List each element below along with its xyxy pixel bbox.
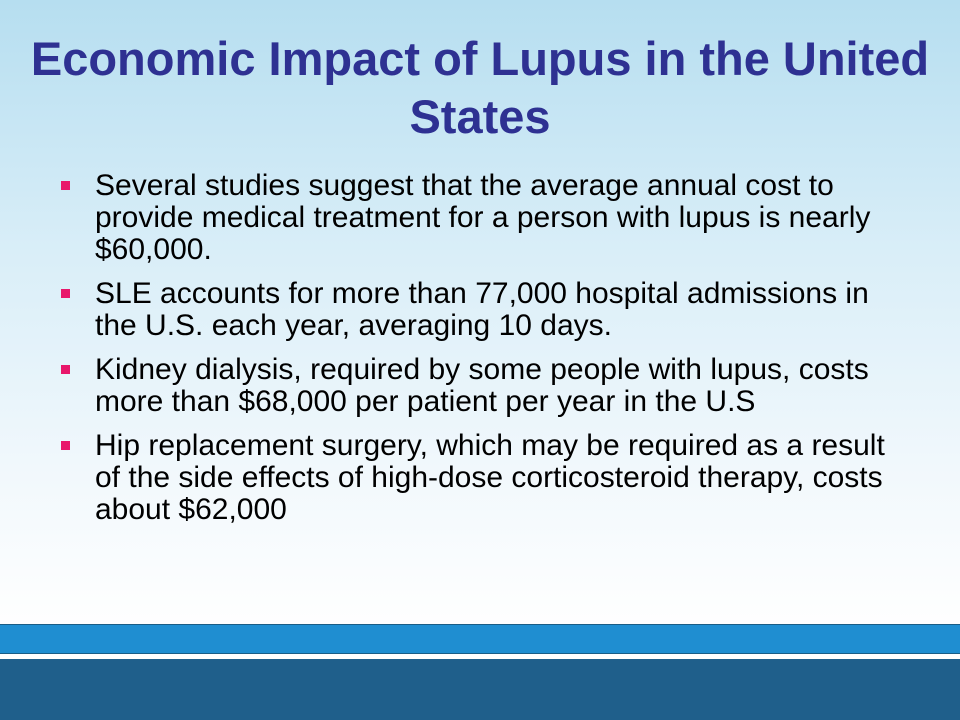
bullet-item <box>56 430 916 526</box>
bullet-item <box>56 354 916 418</box>
footer-band-dark <box>0 659 960 720</box>
slide-title: Economic Impact of Lupus in the United States <box>30 32 930 143</box>
bullet-item <box>56 278 916 342</box>
footer-band-light <box>0 624 960 654</box>
bullet-list <box>56 170 916 538</box>
bullet-text: SLE accounts for more than 77,000 hospital admissions in the U.S. each year, averaging 10 days. <box>95 277 869 342</box>
bullet-text: Several studies suggest that the average annual cost to provide medical treatment for a person with lupus is nearly $60,000. <box>95 169 871 266</box>
square-bullet-icon <box>61 441 70 450</box>
bullet-text: Kidney dialysis, required by some people with lupus, costs more than $68,000 per patient per year in the U.S <box>95 353 869 418</box>
square-bullet-icon <box>61 181 70 190</box>
bullet-text: Hip replacement surgery, which may be required as a result of the side effects of high-dose corticosteroid therapy, costs about $62,000 <box>95 429 885 526</box>
square-bullet-icon <box>61 365 70 374</box>
bullet-item <box>56 170 916 266</box>
square-bullet-icon <box>61 289 70 298</box>
